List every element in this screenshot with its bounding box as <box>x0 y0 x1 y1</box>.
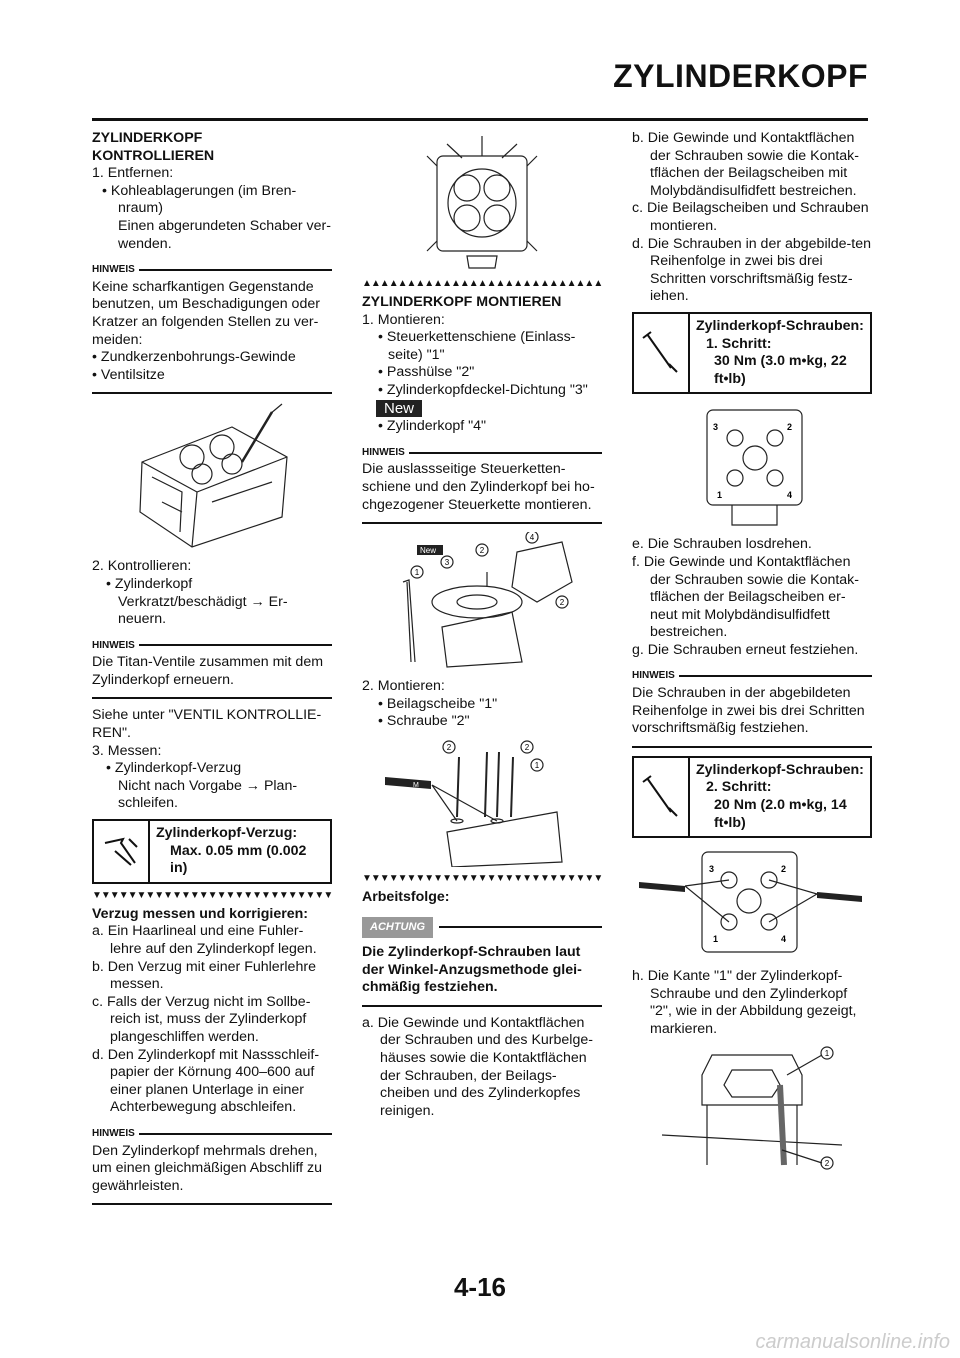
spec-step1-title: Zylinderkopf-Schrauben: <box>696 317 864 334</box>
spec-step1-step: 1. Schritt: <box>706 335 772 352</box>
svg-text:2: 2 <box>787 422 793 433</box>
bolt-sequence-figure-2 <box>637 844 867 962</box>
svg-text:3: 3 <box>713 422 719 433</box>
new-badge: New <box>376 400 422 418</box>
svg-text:2: 2 <box>479 546 485 556</box>
note-install-text: Die auslassseitige Steuerketten-schiene und den Zylinderkopf bei ho-chgezogener Steuerkette montieren. <box>362 461 595 513</box>
bolts-washers-figure <box>377 737 587 867</box>
install-item-e: e. Die Schrauben losdrehen. <box>632 536 812 553</box>
note-1-bullet-2: • Ventilsitze <box>92 366 165 383</box>
install-item-a: a. Die Gewinde und Kontaktflächen der Schrauben und des Kurbelge-häuses sowie die Kontaktflächen der Schrauben, der Beilags-cheiben und des Zylinderkopfes reinigen. <box>362 1014 593 1119</box>
item-d: d. Den Zylinderkopf mit Nassschleif-papier der Körnung 400–600 auf einer planen Unterlage in einer Achterbewegung abschleifen. <box>92 1046 320 1116</box>
spec-warpage-value: Max. 0.05 mm (0.002 in) <box>170 842 307 877</box>
install-s2b2: • Schraube "2" <box>378 713 470 730</box>
watermark: carmanualsonline.info <box>755 1331 950 1353</box>
spec-step1 <box>632 312 872 394</box>
spec-warpage-title: Zylinderkopf-Verzug: <box>156 825 298 842</box>
install-item-f: f. Die Gewinde und Kontaktflächen der Schrauben sowie die Kontak-tflächen der Beilagscheiben er-neut mit Molybdändisulfidfett bestreichen. <box>632 553 859 641</box>
bullet-carbon-3: Einen abgerundeten Schaber ver- <box>118 217 331 234</box>
bullet-warpage-2: Nicht nach Vorgabe → Plan- <box>118 777 298 794</box>
note-2: HINWEIS Die Titan-Ventile zusammen mit dem Zylinderkopf erneuern. <box>92 637 332 700</box>
install-item-h: h. Die Kante "1" der Zylinderkopf-Schraube und den Zylinderkopf "2", wie in der Abbildung gezeigt, markieren. <box>632 968 857 1037</box>
svg-text:3: 3 <box>444 558 450 568</box>
bolt-mark-figure <box>662 1045 842 1175</box>
svg-text:2: 2 <box>446 742 452 752</box>
spec-step1-value: 30 Nm (3.0 m•kg, 22 ft•lb) <box>714 353 847 387</box>
heading-install: ZYLINDERKOPF MONTIEREN <box>362 294 562 310</box>
bullet-warpage: • Zylinderkopf-Verzug <box>106 760 242 777</box>
note-1-text: Keine scharfkantigen Gegenstande benutzen, um Beschadigungen oder Kratzer an folgenden Stellen zu ver-meiden: <box>92 278 320 348</box>
spec-step2 <box>632 756 872 838</box>
head-assembly-exploded-figure <box>387 532 577 672</box>
install-item-d: d. Die Schrauben in der abgebilde-ten Reihenfolge in zwei bis drei Schritten vorschriftsmäßig festz-iehen. <box>632 235 871 305</box>
svg-text:1: 1 <box>534 760 540 770</box>
step-3: 3. Messen: <box>92 742 162 759</box>
note-install: HINWEIS Die auslassseitige Steuerketten-schiene und den Zylinderkopf bei ho-chgezogener Steuerkette montieren. <box>362 444 602 524</box>
svg-text:4: 4 <box>529 533 535 543</box>
column-1 <box>92 130 332 1213</box>
install-s2b1: • Beilagscheibe "1" <box>378 695 498 712</box>
item-a: a. Ein Haarlineal und eine Fuhler-lehre auf den Zylinderkopf legen. <box>92 923 317 957</box>
page-number: 4-16 <box>453 1272 507 1302</box>
svg-text:1: 1 <box>824 1048 830 1058</box>
caution-header <box>362 917 602 939</box>
svg-text:New: New <box>420 546 437 556</box>
svg-text:4: 4 <box>787 490 793 501</box>
bullet-carbon-4: wenden. <box>118 235 172 252</box>
wrench-icon <box>94 821 150 882</box>
note-tighten-text: Die Schrauben in der abgebildeten Reihenfolge in zwei bis drei Schritten vorschriftsmäßig festziehen. <box>632 685 865 737</box>
install-step-1: 1. Montieren: <box>362 311 445 328</box>
svg-text:3: 3 <box>709 864 715 875</box>
column-3 <box>632 130 872 1181</box>
spec-warpage <box>92 819 332 884</box>
bullet-head: • Zylinderkopf <box>106 575 193 592</box>
note-1-bullet-1: • Zundkerzenbohrungs-Gewinde <box>92 349 296 366</box>
install-b3: • Zylinderkopfdeckel-Dichtung "3" <box>378 381 588 398</box>
note-2-text: Die Titan-Ventile zusammen mit dem Zylinderkopf erneuern. <box>92 654 324 688</box>
svg-text:2: 2 <box>781 864 787 875</box>
page-title: ZYLINDERKOPF <box>613 58 868 94</box>
spec-step2-step: 2. Schritt: <box>706 779 772 796</box>
item-b: b. Den Verzug mit einer Fuhlerlehre messen. <box>92 958 316 993</box>
step-1: 1. Entfernen: <box>92 165 174 182</box>
note-3-text: Den Zylinderkopf mehrmals drehen, um einen gleichmäßigen Abschliff zu gewährleisten. <box>92 1142 323 1194</box>
svg-text:1: 1 <box>414 568 420 578</box>
top-rule <box>92 118 868 121</box>
up-arrow-row: ▲▲▲▲▲▲▲▲▲▲▲▲▲▲▲▲▲▲▲▲▲▲▲▲▲▲▲ <box>362 278 602 289</box>
sub-heading: Verzug messen und korrigieren: <box>92 905 309 922</box>
down-arrow-row-2: ▼▼▼▼▼▼▼▼▼▼▼▼▼▼▼▼▼▼▼▼▼▼▼▼▼▼▼ <box>362 872 602 884</box>
torque-wrench-icon-2 <box>634 758 690 836</box>
svg-text:4: 4 <box>781 934 787 945</box>
install-item-b: b. Die Gewinde und Kontaktflächen der Schrauben sowie die Kontak-tflächen der Beilagscheiben mit Molybdändisulfidfett bestreichen. <box>632 130 859 199</box>
note-3: HINWEIS Den Zylinderkopf mehrmals drehen, um einen gleichmäßigen Abschliff zu gewährleisten. <box>92 1125 332 1205</box>
svg-text:1: 1 <box>717 490 723 501</box>
note-1 <box>92 261 332 394</box>
svg-text:M: M <box>413 781 419 789</box>
bullet-warpage-3: schleifen. <box>118 795 178 812</box>
install-step-2: 2. Montieren: <box>362 678 445 695</box>
bullet-carbon: • Kohleablagerungen (im Bren- <box>102 182 297 199</box>
note-label: HINWEIS <box>92 264 135 276</box>
column-2 <box>362 130 602 1120</box>
bullet-carbon-2: nraum) <box>118 200 163 217</box>
bolt-sequence-figure-1 <box>687 400 817 530</box>
see-reference: Siehe unter "VENTIL KONTROLLIE-REN". <box>92 707 322 742</box>
down-arrow-row: ▼▼▼▼▼▼▼▼▼▼▼▼▼▼▼▼▼▼▼▼▼▼▼▼▼▼▼ <box>92 889 332 901</box>
install-b2: • Passhülse "2" <box>378 364 475 381</box>
install-item-c: c. Die Beilagscheiben und Schrauben montieren. <box>632 200 869 234</box>
spec-step2-value: 20 Nm (2.0 m•kg, 14 ft•lb) <box>714 797 847 831</box>
torque-wrench-icon <box>634 314 690 392</box>
svg-text:2: 2 <box>559 598 565 608</box>
install-item-g: g. Die Schrauben erneut festziehen. <box>632 641 859 658</box>
cylinder-head-top-figure <box>407 136 557 272</box>
note-tighten: HINWEIS Die Schrauben in der abgebildeten Reihenfolge in zwei bis drei Schritten vorschriftsmäßig festziehen. <box>632 667 872 747</box>
install-b4: • Zylinderkopf "4" <box>378 418 487 435</box>
svg-text:1: 1 <box>713 934 719 945</box>
step-2: 2. Kontrollieren: <box>92 558 192 575</box>
heading-inspect: ZYLINDERKOPF <box>92 130 203 146</box>
spec-step2-title: Zylinderkopf-Schrauben: <box>696 761 864 778</box>
install-b1: • Steuerkettenschiene (Einlass-seite) "1" <box>378 329 576 363</box>
svg-text:2: 2 <box>824 1158 830 1168</box>
bullet-head-3: neuern. <box>118 611 167 628</box>
cylinder-head-scraper-figure <box>122 402 302 552</box>
bullet-head-2: Verkratzt/beschädigt → Er- <box>118 593 288 610</box>
item-c: c. Falls der Verzug nicht im Sollbe-reich ist, muss der Zylinderkopf plangeschliffen werden. <box>92 993 311 1045</box>
caution-text: Die Zylinderkopf-Schrauben laut der Winkel-Anzugsmethode glei-chmäßig festziehen. <box>362 944 582 996</box>
work-sequence: Arbeitsfolge: <box>362 888 450 905</box>
svg-text:2: 2 <box>524 742 530 752</box>
caution-label: ACHTUNG <box>362 917 433 939</box>
heading-inspect-2: KONTROLLIEREN <box>92 147 215 164</box>
